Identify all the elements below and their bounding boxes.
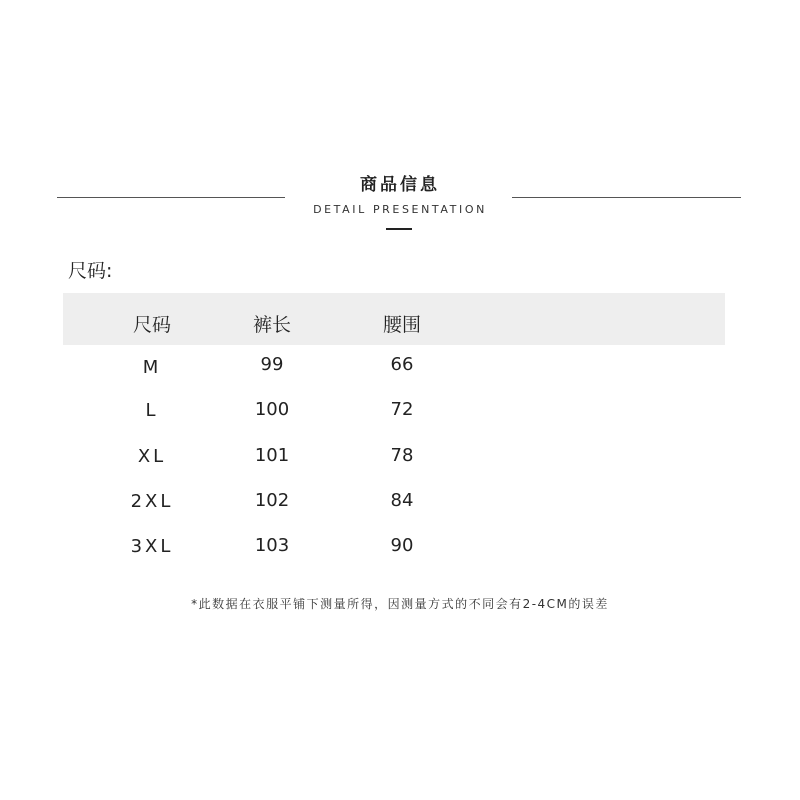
page-subtitle: DETAIL PRESENTATION bbox=[313, 203, 487, 216]
waist-cell: 84 bbox=[390, 490, 414, 511]
column-header-length: 裤长 bbox=[252, 314, 291, 336]
size-section-label: 尺码: bbox=[68, 260, 113, 282]
column-header-size: 尺码 bbox=[132, 314, 171, 336]
header-divider-left bbox=[57, 197, 285, 198]
size-cell: L bbox=[145, 400, 159, 421]
size-cell: 3XL bbox=[130, 536, 174, 557]
length-cell: 99 bbox=[260, 354, 284, 375]
length-cell: 101 bbox=[254, 445, 290, 466]
length-cell: 100 bbox=[254, 399, 290, 420]
page-title: 商品信息 bbox=[360, 175, 440, 195]
size-cell: XL bbox=[137, 446, 167, 467]
waist-cell: 66 bbox=[390, 354, 414, 375]
length-cell: 102 bbox=[254, 490, 290, 511]
waist-cell: 90 bbox=[390, 535, 414, 556]
header-divider-right bbox=[512, 197, 741, 198]
waist-cell: 72 bbox=[390, 399, 414, 420]
column-header-waist: 腰围 bbox=[382, 314, 421, 336]
measurement-note: *此数据在衣服平铺下测量所得，因测量方式的不同会有2-4CM的误差 bbox=[191, 597, 609, 611]
size-cell: M bbox=[142, 357, 162, 378]
header-accent-line bbox=[386, 228, 412, 230]
length-cell: 103 bbox=[254, 535, 290, 556]
size-cell: 2XL bbox=[130, 491, 174, 512]
waist-cell: 78 bbox=[390, 445, 414, 466]
